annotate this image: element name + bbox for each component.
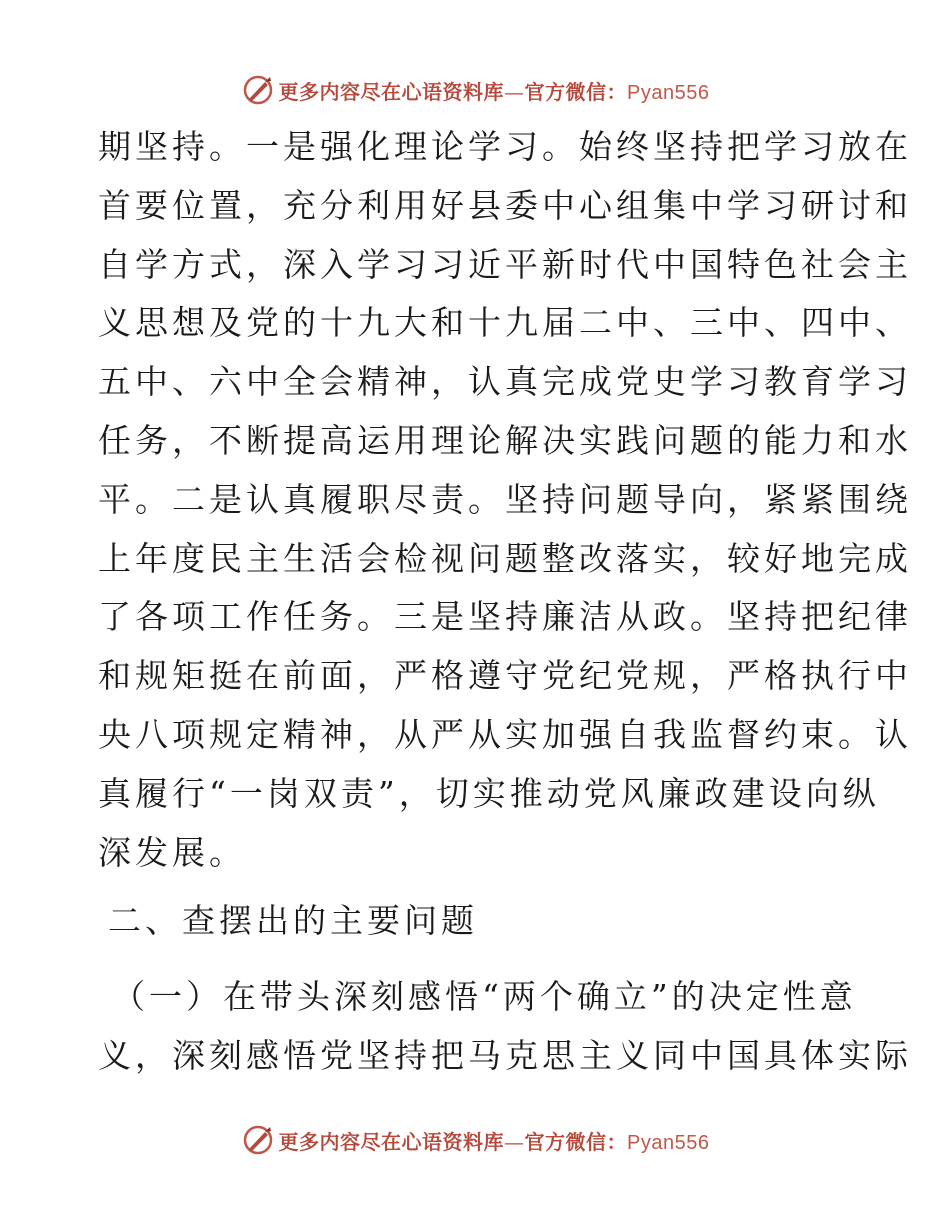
body-line: 了各项工作任务。三是坚持廉洁从政。坚持把纪律 bbox=[98, 597, 912, 637]
watermark-text: 更多内容尽在心语资料库—官方微信：Pyan556 bbox=[278, 1129, 710, 1154]
watermark-text: 更多内容尽在心语资料库—官方微信：Pyan556 bbox=[278, 79, 710, 104]
body-line: 五中、六中全会精神，认真完成党史学习教育学习 bbox=[98, 362, 912, 402]
body-line: 深发展。 bbox=[98, 832, 246, 872]
body-line: 和规矩挺在前面，严格遵守党纪党规，严格执行中 bbox=[98, 656, 912, 696]
body-line: 期坚持。一是强化理论学习。始终坚持把学习放在 bbox=[98, 127, 912, 166]
header-watermark bbox=[0, 70, 950, 110]
subsection-paragraph bbox=[98, 968, 912, 1086]
body-line: 平。二是认真履职尽责。坚持问题导向，紧紧围绕 bbox=[98, 479, 912, 519]
watermark-handle: Pyan556 bbox=[627, 81, 710, 104]
body-line: 上年度民主生活会检视问题整改落实，较好地完成 bbox=[98, 538, 912, 578]
subsection-line: 义，深刻感悟党坚持把马克思主义同中国具体实际 bbox=[98, 1035, 912, 1075]
body-line: 首要位置，充分利用好县委中心组集中学习研讨和 bbox=[98, 185, 912, 225]
body-line: 任务，不断提高运用理论解决实践问题的能力和水 bbox=[98, 420, 912, 460]
footer-watermark bbox=[0, 1120, 950, 1160]
body-line: 央八项规定精神，从严从实加强自我监督约束。认 bbox=[98, 714, 912, 754]
section-heading: 二、查摆出的主要问题 bbox=[108, 901, 478, 940]
subsection-line: （一）在带头深刻感悟“两个确立”的决定性意 bbox=[112, 977, 857, 1016]
body-paragraph bbox=[98, 118, 912, 882]
watermark-handle: Pyan556 bbox=[627, 1131, 710, 1154]
body-line: 自学方式，深入学习习近平新时代中国特色社会主 bbox=[98, 244, 912, 284]
body-line: 真履行“一岗双责”，切实推动党风廉政建设向纵 bbox=[98, 773, 880, 813]
quill-pen-logo-icon bbox=[241, 73, 275, 107]
body-line: 义思想及党的十九大和十九届二中、三中、四中、 bbox=[98, 303, 912, 343]
quill-pen-logo-icon bbox=[241, 1123, 275, 1157]
